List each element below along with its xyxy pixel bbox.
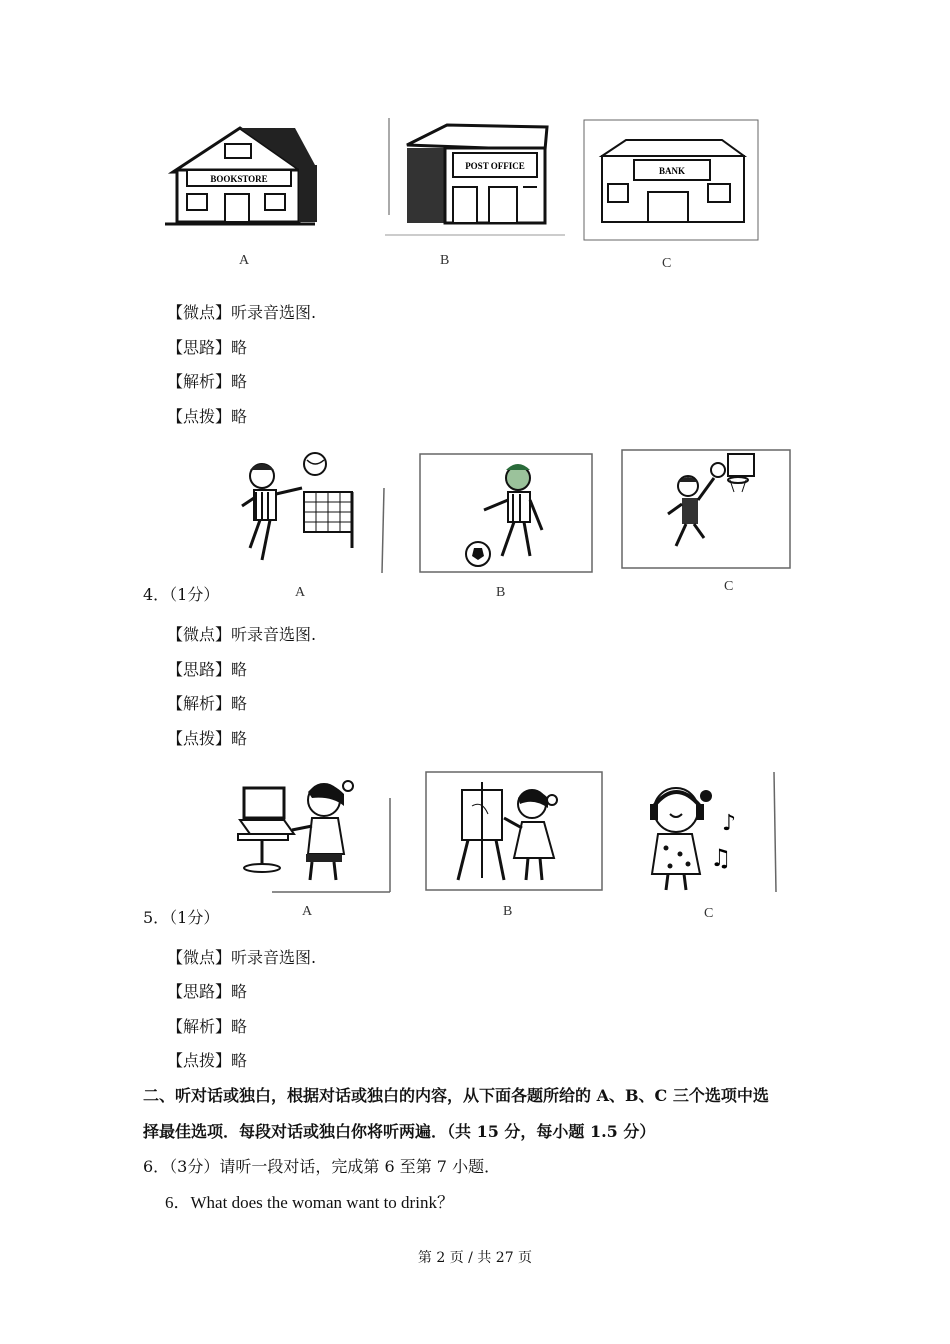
q3-note-idea: 【思路】略	[167, 338, 248, 357]
q4-option-c-label: C	[724, 579, 734, 594]
q5-option-c-label: C	[704, 906, 714, 921]
section2-heading-line2: 择最佳选项．每段对话或独白你将听两遍．（共 15 分，每小题 1.5 分）	[143, 1122, 656, 1141]
bank-picture	[582, 118, 760, 243]
q5-note-analysis: 【解析】略	[167, 1017, 248, 1036]
painting-picture	[424, 770, 604, 892]
q5-note-idea: 【思路】略	[167, 982, 248, 1001]
music-picture	[640, 770, 780, 894]
q5-note-tip: 【点拨】略	[167, 1051, 248, 1070]
q4-option-b-label: B	[496, 585, 506, 600]
q5-option-b-label: B	[503, 904, 513, 919]
basketball-picture	[620, 448, 792, 570]
q4-note-tip: 【点拨】略	[167, 729, 248, 748]
q4-option-a-label: A	[295, 585, 306, 600]
bookstore-sign: BOOKSTORE	[210, 174, 268, 184]
football-picture	[418, 452, 593, 574]
q5-number: 5．（1分）	[143, 908, 220, 927]
q4-note-point: 【微点】听录音选图.	[167, 625, 317, 644]
q5-note-point: 【微点】听录音选图.	[167, 948, 317, 967]
section2-heading-line1: 二、听对话或独白，根据对话或独白的内容，从下面各题所给的 A、B、C 三个选项中选	[143, 1086, 769, 1105]
q4-note-analysis: 【解析】略	[167, 694, 248, 713]
page-footer: 第 2 页 / 共 27 页	[417, 1250, 533, 1266]
q3-note-tip: 【点拨】略	[167, 407, 248, 426]
q4-note-idea: 【思路】略	[167, 660, 248, 679]
q3-option-b-label: B	[440, 253, 450, 268]
post-office-picture	[385, 115, 565, 240]
bookstore-picture	[165, 120, 330, 245]
volleyball-picture	[232, 448, 387, 576]
music-note-1: ♪	[722, 811, 737, 836]
q6-intro: 6．（3分）请听一段对话，完成第 6 至第 7 小题．	[143, 1157, 501, 1176]
q4-number: 4．（1分）	[143, 585, 220, 604]
q3-option-a-label: A	[239, 253, 250, 268]
bank-sign: BANK	[658, 166, 686, 176]
q3-option-c-label: C	[662, 256, 672, 271]
music-note-2: ♫	[710, 844, 732, 872]
computer-picture	[232, 768, 394, 896]
post-office-sign: POST OFFICE	[465, 161, 525, 171]
q5-option-a-label: A	[302, 904, 313, 919]
q3-note-analysis: 【解析】略	[167, 372, 248, 391]
q6-question: 6．What does the woman want to drink？	[165, 1193, 454, 1212]
q3-note-point: 【微点】听录音选图.	[167, 303, 317, 322]
